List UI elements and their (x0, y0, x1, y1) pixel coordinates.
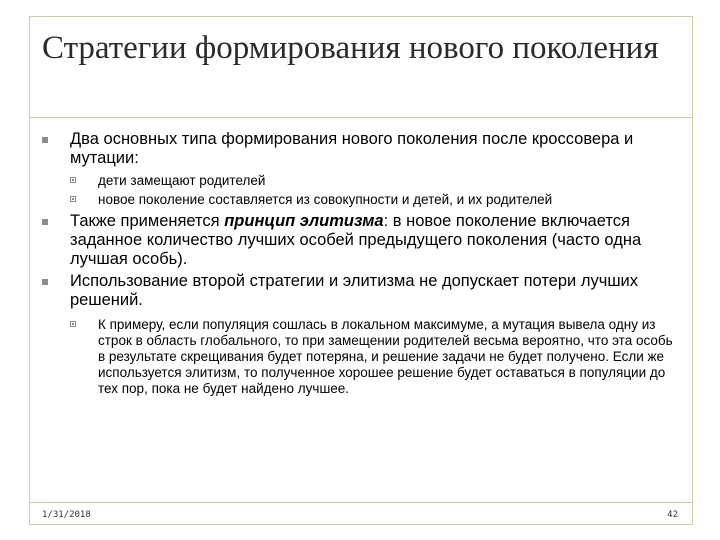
bullet-item (42, 272, 682, 310)
sub-bullet-item (42, 173, 682, 189)
hollow-square-bullet-icon (70, 177, 76, 183)
title-divider (29, 117, 693, 118)
bullet-text-prefix: Также применяется (70, 212, 225, 230)
square-bullet-icon (42, 279, 48, 285)
bullet-item (42, 212, 682, 269)
bullet-text: Два основных типа формирования нового поколения после кроссовера и мутации: (70, 130, 634, 167)
slide-title: Стратегии формирования нового поколения (42, 30, 659, 66)
footer-divider (29, 502, 693, 503)
square-bullet-icon (42, 137, 48, 143)
sub-bullet-text: К примеру, если популяция сошлась в локальном максимуме, а мутация вывела одну из строк в область глобального, то при замещении родителей весьма вероятно, что эта особь в результате скрещивания будет потеряна, и решение задачи не будет получено. Если же используется элитизм, то полученное хорошее решение будет оставаться в популяции до тех пор, пока не будет найдено лучшее. (98, 317, 673, 396)
elitism-principle-emphasis: принцип элитизма (224, 212, 384, 230)
sub-bullet-text: новое поколение составляется из совокупности и детей, и их родителей (98, 192, 553, 207)
bullet-text: Использование второй стратегии и элитизма не допускает потери лучших решений. (70, 272, 639, 309)
square-bullet-icon (42, 219, 48, 225)
slide-body (42, 130, 682, 397)
page-number: 42 (667, 510, 678, 520)
hollow-square-bullet-icon (70, 196, 76, 202)
bullet-text-suffix: : в новое поколение включается заданное количество лучших особей предыдущего поколения (часто одна лучшая особь). (70, 212, 642, 268)
footer-date: 1/31/2018 (42, 510, 91, 520)
bullet-item (42, 130, 682, 168)
sub-bullet-item (42, 192, 682, 208)
sub-bullet-item (42, 317, 682, 397)
hollow-square-bullet-icon (70, 321, 76, 327)
sub-bullet-text: дети замещают родителей (98, 173, 266, 188)
